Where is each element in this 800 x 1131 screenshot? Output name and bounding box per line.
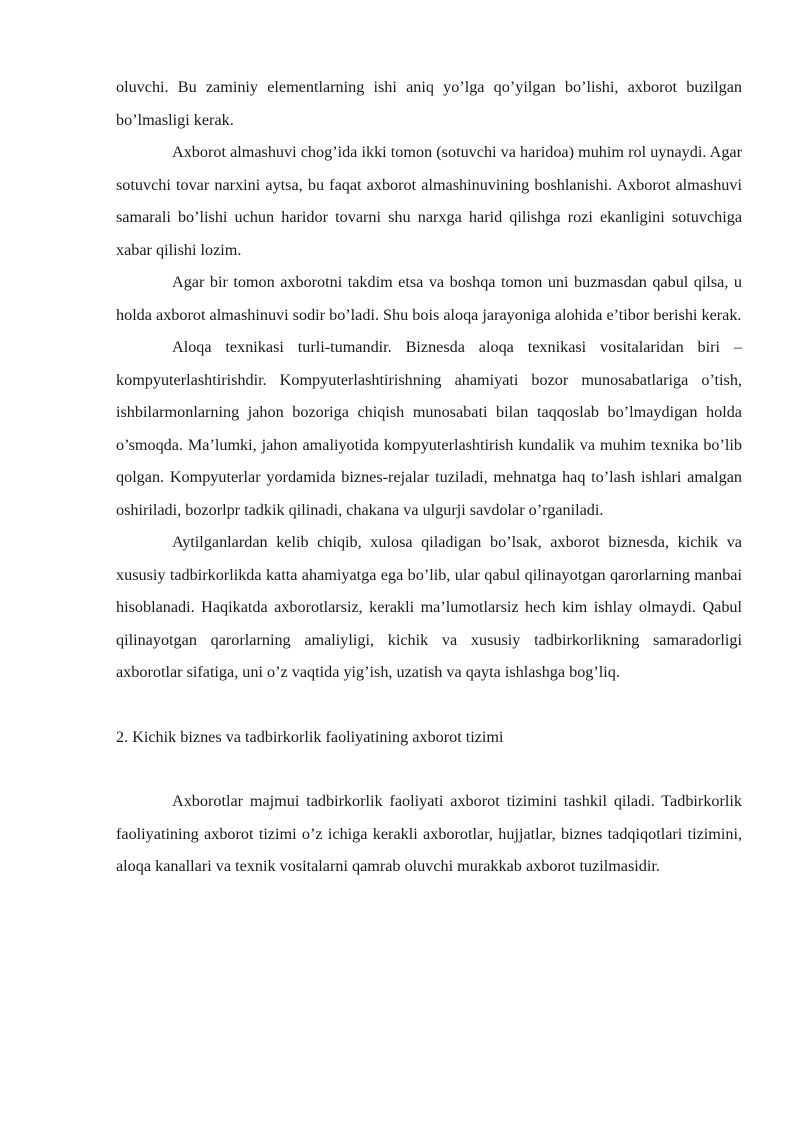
paragraph: Aloqa texnikasi turli-tumandir. Biznesda aloqa texnikasi vositalaridan biri – kompyuterlashtirishdir. Kompyuterlashtirishning ahamiyati bozor munosabatlariga o’tish, ishbilarmonlarning jahon bozoriga chiqish munosabati bilan taqqoslab bo’lmaydigan holda o’smoqda. Ma’lumki, jahon amaliyotida kompyuterlashtirish kundalik va muhim texnika bo’lib qolgan. Kompyuterlar yordamida biznes-rejalar tuziladi, mehnatga haq to’lash ishlari amalgan oshiriladi, bozorlpr tadkik qilinadi, chakana va ulgurji savdolar o’rganiladi. [116, 338, 742, 519]
paragraph: Aytilganlardan kelib chiqib, xulosa qiladigan bo’lsak, axborot biznesda, kichik va xususiy tadbirkorlikda katta ahamiyatga ega bo’lib, ular qabul qilinayotgan qarorlarning manbai hisoblanadi. Haqikatda axborotlarsiz, kerakli ma’lumotlarsiz hech kim ishlay olmaydi. Qabul qilinayotgan qarorlarning amaliyligi, kichik va xususiy tadbirkorlikning samaradorligi axborotlar sifatiga, uni o’z vaqtida yig’ish, uzatish va qayta ishlashga bog’liq. [116, 533, 742, 681]
section-heading: 2. Kichik biznes va tadbirkorlik faoliyatining axborot tizimi [116, 727, 504, 746]
paragraph: Axborotlar majmui tadbirkorlik faoliyati axborot tizimini tashkil qiladi. Tadbirkorlik faoliyatining axborot tizimi o’z ichiga kerakli axborotlar, hujjatlar, biznes tadqiqotlari tizimini, aloqa kanallari va texnik vositalarni qamrab oluvchi murakkab axborot tuzilmasidir. [116, 792, 742, 875]
paragraph: oluvchi. Bu zaminiy elementlarning ishi aniq yo’lga qo’yilgan bo’lishi, axborot buzilgan bo’lmasligi kerak. [116, 78, 742, 129]
paragraph: Agar bir tomon axborotni takdim etsa va boshqa tomon uni buzmasdan qabul qilsa, u holda axborot almashinuvi sodir bo’ladi. Shu bois aloqa jarayoniga alohida e’tibor berishi kerak. [116, 273, 742, 324]
document-page [116, 71, 742, 883]
paragraph: Axborot almashuvi chog’ida ikki tomon (sotuvchi va haridoa) muhim rol uynaydi. Agar sotuvchi tovar narxini aytsa, bu faqat axborot almashinuvining boshlanishi. Axborot almashuvi samarali bo’lishi uchun haridor tovarni shu narxga harid qilishga rozi ekanligini sotuvchiga xabar qilishi lozim. [116, 143, 742, 259]
